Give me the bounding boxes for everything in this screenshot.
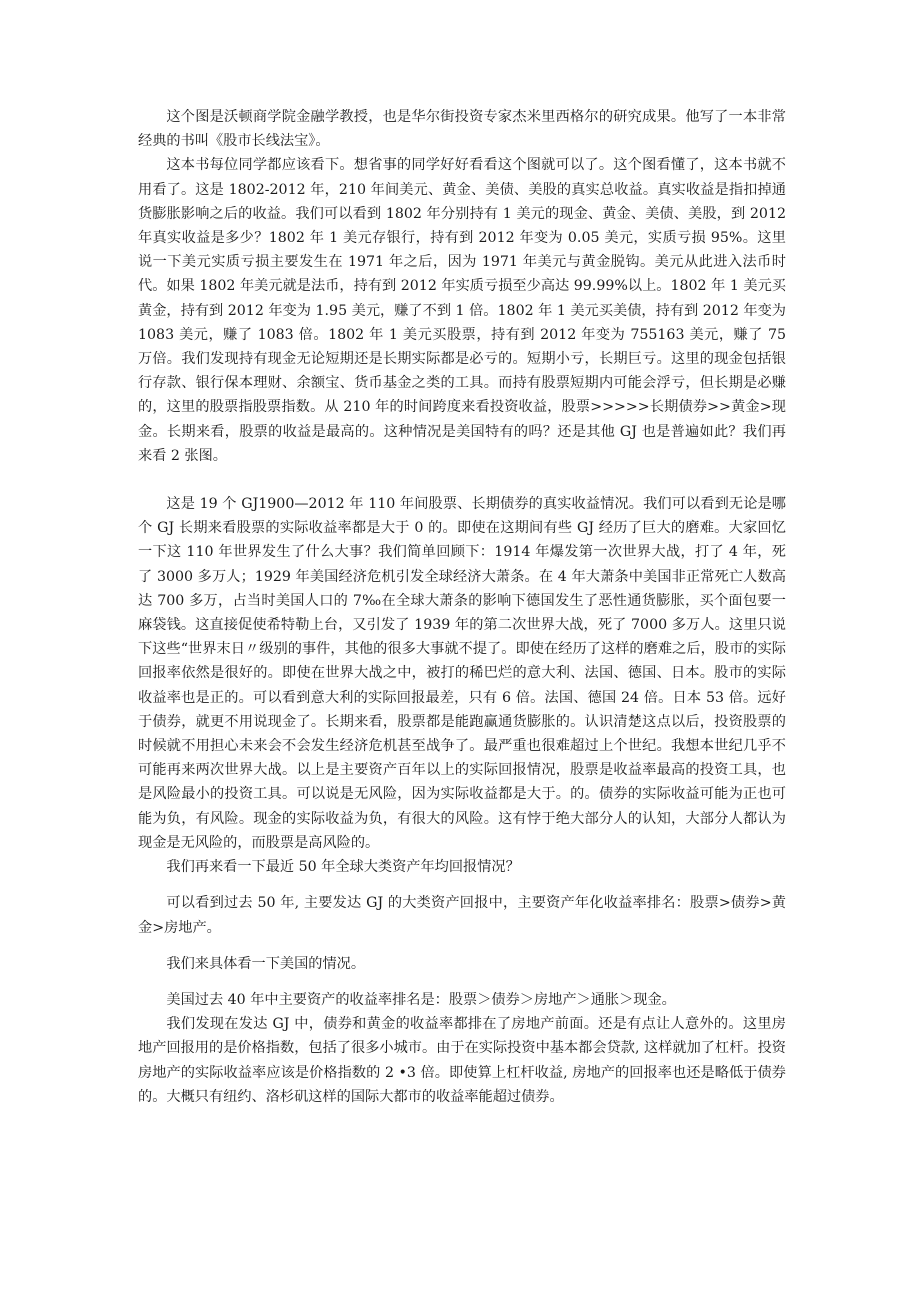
paragraph-real-estate: 我们发现在发达 GJ 中，债券和黄金的收益率都排在了房地产前面。还是有点让人意外的。这里房地产回报用的是价格指数，包括了很多小城市。由于在实际投资中基本都会贷款, 这样就加了杠杆。投资房地产的实际收益率应该是价格指数的 2 •3 倍。即使算上杠杆收益, 房地产的回报率也还是略低于债券的。大概只有纽约、洛杉矶这样的国际大都市的收益率能超过债券。 [138,1016,786,1105]
paragraph-us-intro: 我们来具体看一下美国的情况。 [166,955,366,972]
paragraph-fifty-years-question: 我们再来看一下最近 50 年全球大类资产年均回报情况？ [166,859,520,876]
paragraph-gap [138,468,786,492]
paragraph-us-ranking: 美国过去 40 年中主要资产的收益率排名是：股票＞债券＞房地产＞通胀＞现金。 [166,991,676,1008]
paragraph-intro: 这个图是沃顿商学院金融学教授，也是华尔街投资专家杰米里西格尔的研究成果。他写了一本非常经典的书叫《股市长线法宝》。 [138,109,786,150]
paragraph-gap [138,940,786,952]
paragraph-fifty-years-ranking: 可以看到过去 50 年, 主要发达 GJ 的大类资产回报中，主要资产年化收益率排名：股票>债券>黄金>房地产。 [138,895,786,936]
paragraph-gap [138,879,786,891]
document-page [138,105,786,1109]
paragraph-gap [138,976,786,988]
paragraph-global-returns: 这是 19 个 GJ1900—2012 年 110 年间股票、长期债券的真实收益情况。我们可以看到无论是哪个 GJ 长期来看股票的实际收益率都是大于 0 的。即使在这期间有些 GJ 经历了巨大的磨难。大家回忆一下这 110 年世界发生了什么大事？我们简单回顾下：1914 年爆发第一次世界大战，打了 4 年，死了 3000 多万人；1929 年美国经济危机引发全球经济大萧条。在 4 年大萧条中美国非正常死亡人数高达 700 多万，占当时美国人口的 7‰在全球大萧条的影响下德国发生了恶性通货膨胀，买个面包要一麻袋钱。这直接促使希特勒上台，又引发了 1939 年的第二次世界大战，死了 7000 多万人。这里只说下这些“世界末日〃级别的事件，其他的很多大事就不提了。即使在经历了这样的磨难之后，股市的实际回报率依然是很好的。即使在世界大战之中，被打的稀巴烂的意大利、法国、德国、日本。股市的实际收益率也是正的。可以看到意大利的实际回报最差，只有 6 倍。法国、德国 24 倍。日本 53 倍。远好于债券，就更不用说现金了。长期来看，股票都是能跑赢通货膨胀的。认识清楚这点以后，投资股票的时候就不用担心未来会不会发生经济危机甚至战争了。最严重也很难超过上个世纪。我想本世纪几乎不可能再来两次世界大战。以上是主要资产百年以上的实际回报情况，股票是收益率最高的投资工具，也是风险最小的投资工具。可以说是无风险，因为实际收益都是大于。的。债券的实际收益可能为正也可能为负，有风险。现金的实际收益为负，有很大的风险。这有悖于绝大部分人的认知，大部分人都认为现金是无风险的，而股票是高风险的。 [138,496,786,851]
paragraph-us-assets: 这本书每位同学都应该看下。想省事的同学好好看看这个图就可以了。这个图看懂了，这本书就不用看了。这是 1802-2012 年，210 年间美元、黄金、美债、美股的真实总收益。真实收益是指扣掉通货膨胀影响之后的收益。我们可以看到 1802 年分别持有 1 美元的现金、黄金、美债、美股，到 2012 年真实收益是多少？1802 年 1 美元存银行，持有到 2012 年变为 0.05 美元，实质亏损 95%。这里说一下美元实质亏损主要发生在 1971 年之后，因为 1971 年美元与黄金脱钩。美元从此进入法币时代。如果 1802 年美元就是法币，持有到 2012 年实质亏损至少高达 99.99%以上。1802 年 1 美元买黄金，持有到 2012 年变为 1.95 美元，赚了不到 1 倍。1802 年 1 美元买美债，持有到 2012 年变为 1083 美元，赚了 1083 倍。1802 年 1 美元买股票，持有到 2012 年变为 755163 美元，赚了 75 万倍。我们发现持有现金无论短期还是长期实际都是必亏的。短期小亏，长期巨亏。这里的现金包括银行存款、银行保本理财、余额宝、货币基金之类的工具。而持有股票短期内可能会浮亏，但长期是必赚的，这里的股票指股票指数。从 210 年的时间跨度来看投资收益，股票>>>>>长期债券>>黄金>现金。长期来看，股票的收益是最高的。这种情况是美国特有的吗？还是其他 GJ 也是普遍如此？我们再来看 2 张图。 [138,157,786,464]
